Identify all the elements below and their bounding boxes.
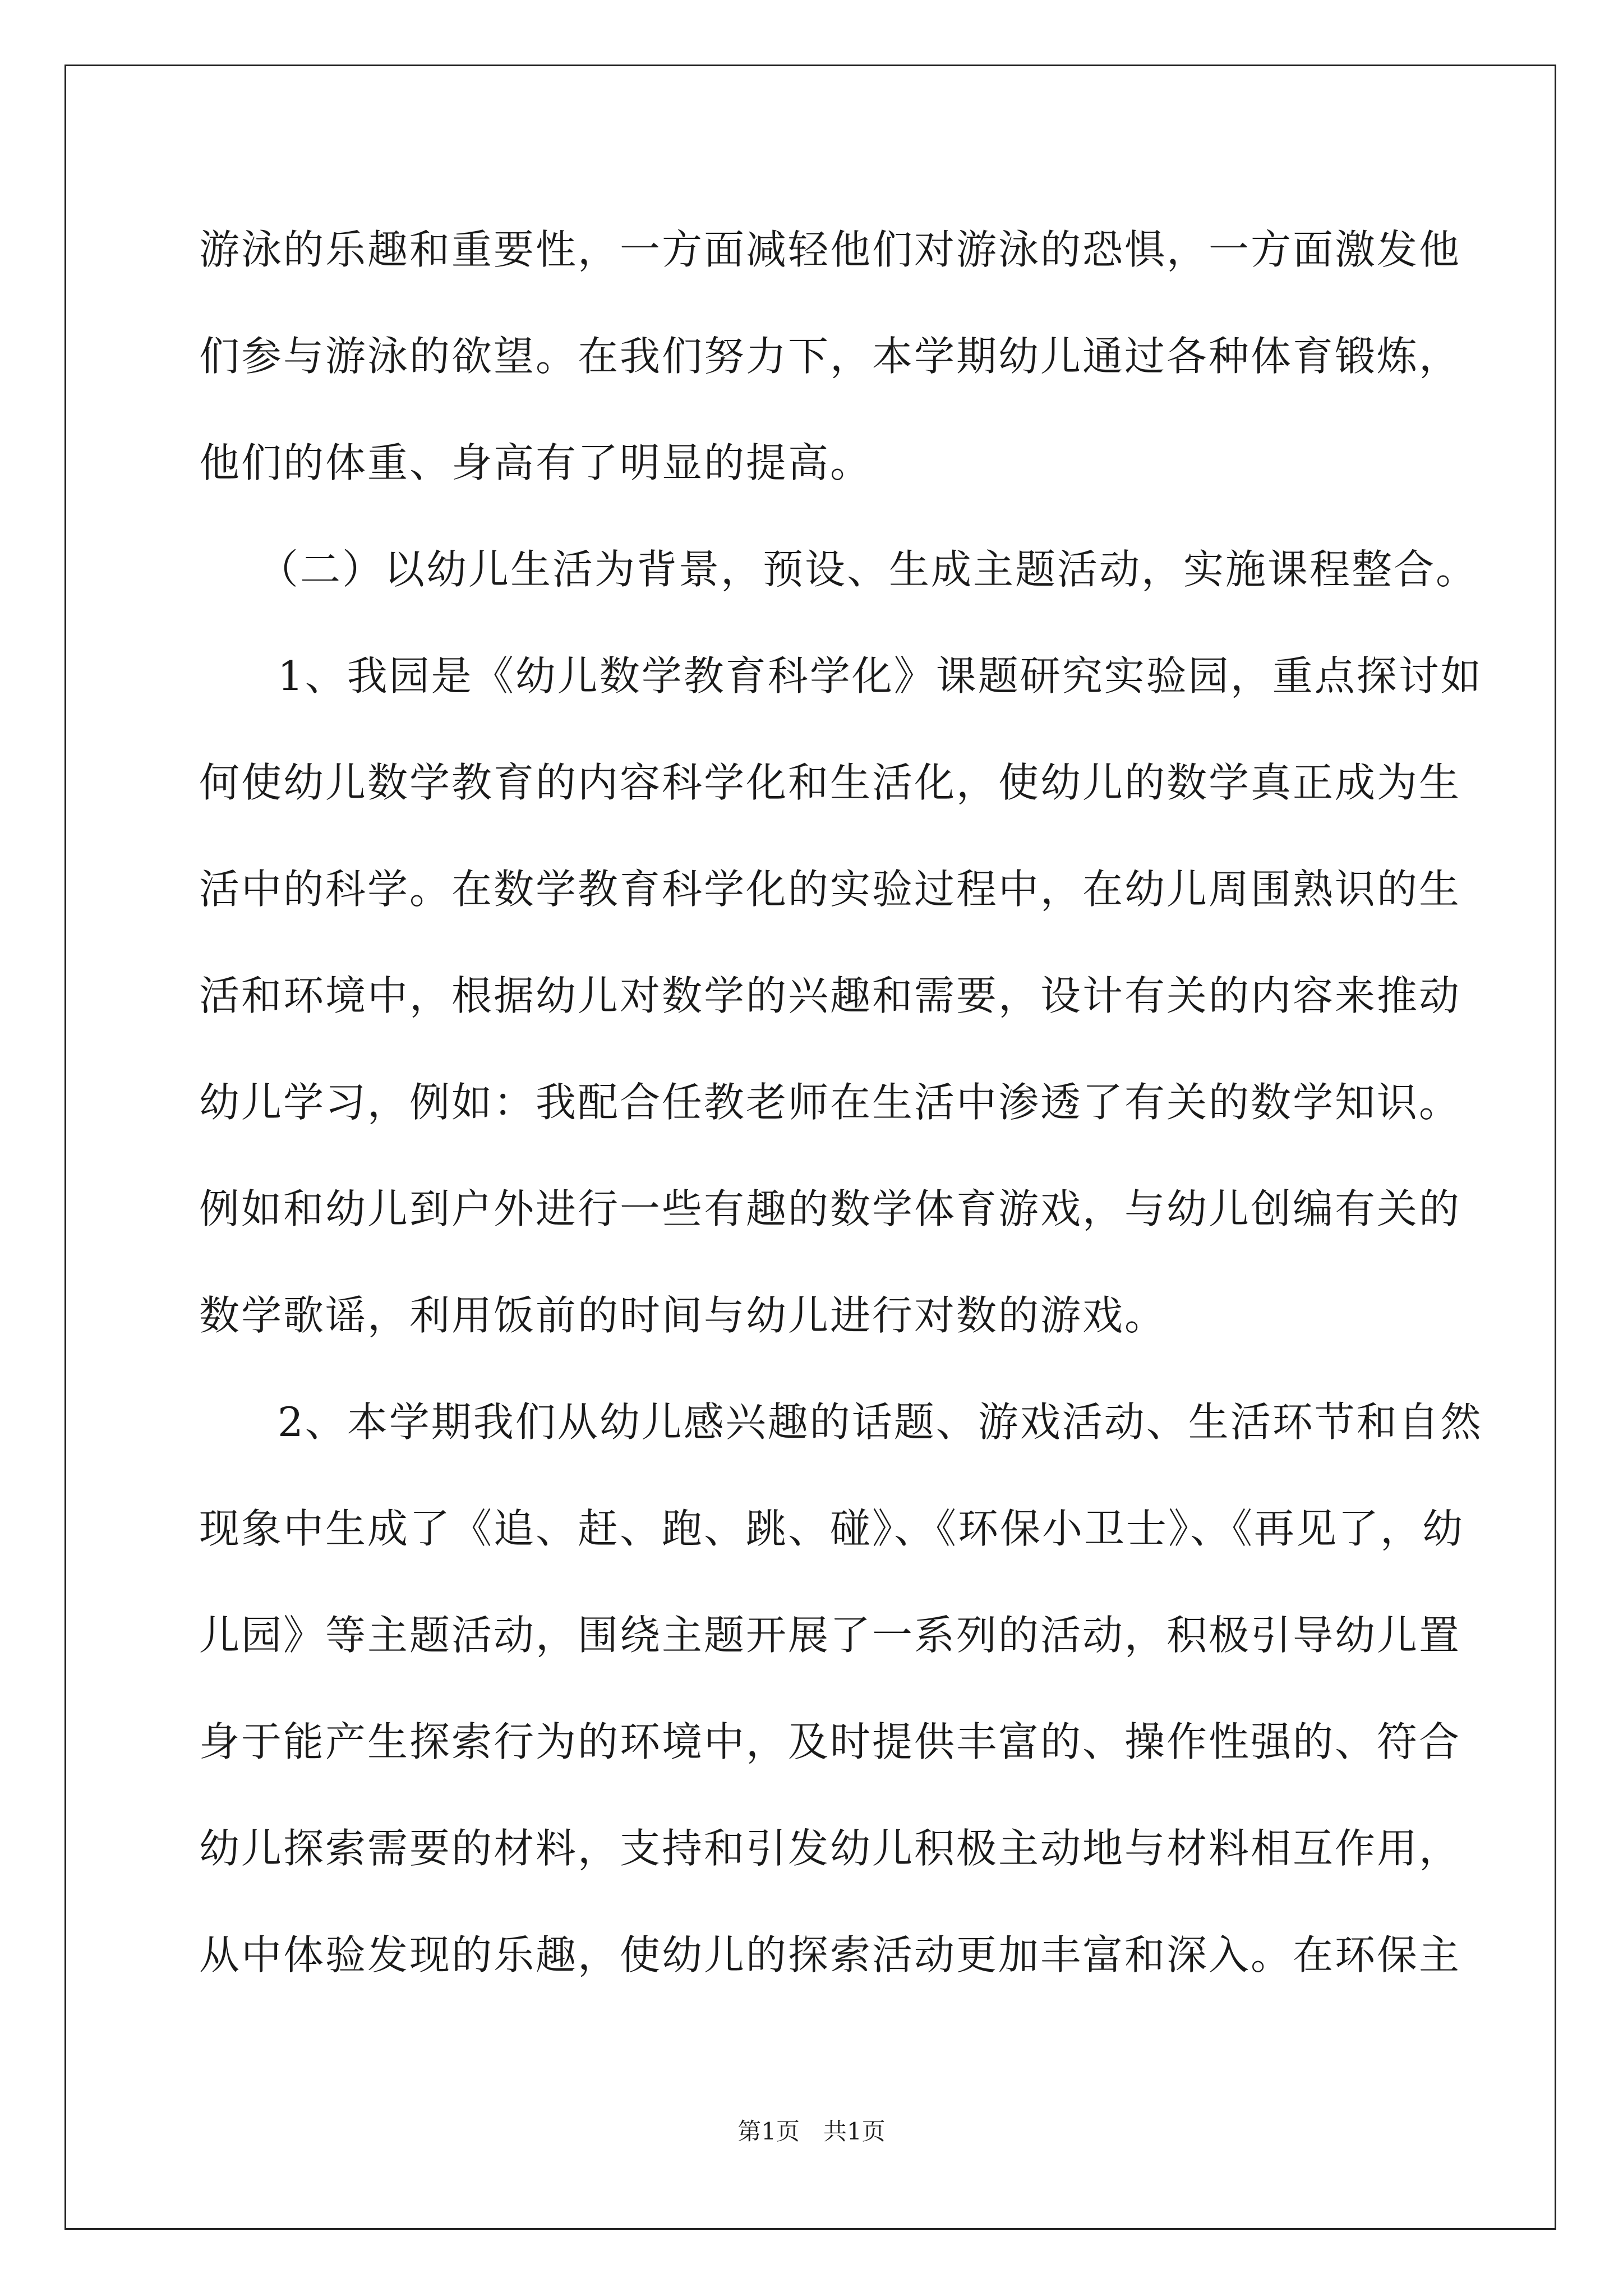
text-line: 幼儿学习，例如：我配合任教老师在生活中渗透了有关的数学知识。 <box>199 1079 1461 1126</box>
text-line: 他们的体重、身高有了明显的提高。 <box>199 439 873 486</box>
section-heading: （二）以幼儿生活为背景，预设、生成主题活动，实施课程整合。 <box>258 546 1478 593</box>
text-line: 身于能产生探索行为的环境中，及时提供丰富的、操作性强的、符合 <box>199 1718 1461 1765</box>
text-line: 例如和幼儿到户外进行一些有趣的数学体育游戏，与幼儿创编有关的 <box>199 1185 1461 1232</box>
text-line: 游泳的乐趣和重要性，一方面减轻他们对游泳的恐惧，一方面激发他 <box>199 226 1461 273</box>
text-line: 数学歌谣，利用饭前的时间与幼儿进行对数的游戏。 <box>199 1292 1167 1339</box>
text-line: 活和环境中，根据幼儿对数学的兴趣和需要，设计有关的内容来推动 <box>199 972 1461 1019</box>
text-line: 活中的科学。在数学教育科学化的实验过程中，在幼儿周围熟识的生 <box>199 866 1461 913</box>
text-line: 儿园》等主题活动，围绕主题开展了一系列的活动，积极引导幼儿置 <box>199 1612 1461 1659</box>
text-line: 何使幼儿数学教育的内容科学化和生活化，使幼儿的数学真正成为生 <box>199 759 1461 806</box>
text-line: 现象中生成了《追、赶、跑、跳、碰》、《环保小卫士》、《再见了，幼 <box>199 1505 1465 1552</box>
page-footer: 第1页 共1页 <box>737 2118 886 2145</box>
paragraph-start: 2、本学期我们从幼儿感兴趣的话题、游戏活动、生活环节和自然 <box>278 1398 1483 1446</box>
text-line: 从中体验发现的乐趣，使幼儿的探索活动更加丰富和深入。在环保主 <box>199 1931 1461 1978</box>
text-line: 幼儿探索需要的材料，支持和引发幼儿积极主动地与材料相互作用， <box>199 1825 1461 1872</box>
paragraph-start: 1、我园是《幼儿数学教育科学化》课题研究实验园，重点探讨如 <box>278 652 1483 700</box>
text-line: 们参与游泳的欲望。在我们努力下，本学期幼儿通过各种体育锻炼， <box>199 333 1461 380</box>
page-border <box>64 65 1556 2230</box>
